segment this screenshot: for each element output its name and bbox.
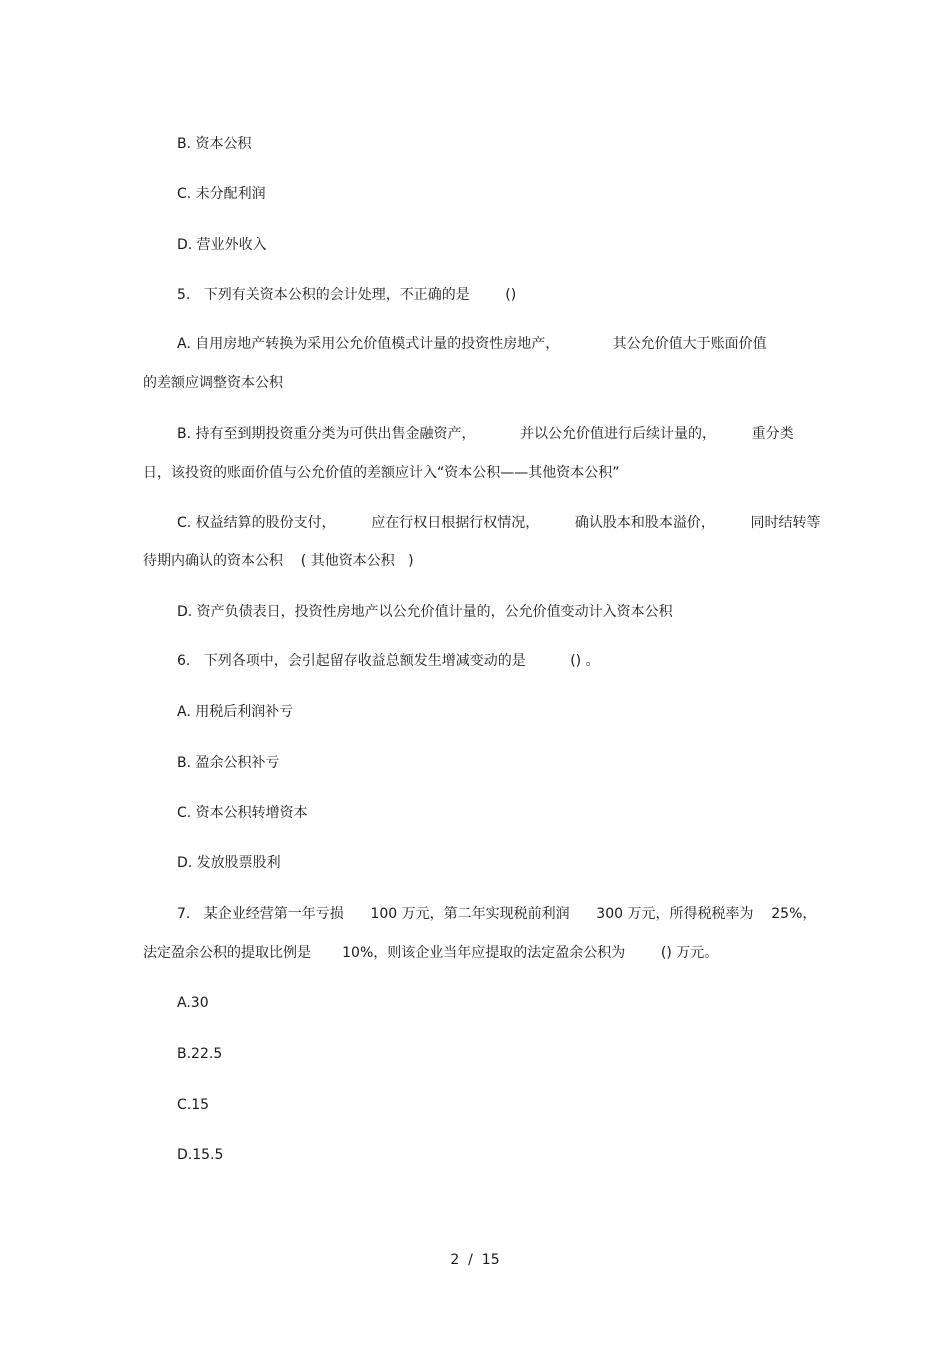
- question-6-option-c: C. 资本公积转增资本: [177, 805, 308, 821]
- question-5-option-c-cont: 待期内确认的资本公积 ( 其他资本公积 ): [143, 553, 414, 569]
- option-b-capital-reserve: B. 资本公积: [177, 136, 252, 152]
- question-5-option-d: D. 资产负债表日，投资性房地产以公允价值计量的，公允价值变动计入资本公积: [177, 604, 673, 620]
- option-d-non-operating-income: D. 营业外收入: [177, 237, 267, 253]
- question-6-option-d: D. 发放股票股利: [177, 855, 281, 871]
- question-7-option-b: B.22.5: [177, 1046, 223, 1062]
- question-6-option-a: A. 用税后利润补亏: [177, 704, 294, 720]
- question-7-option-d: D.15.5: [177, 1147, 224, 1163]
- question-5-option-b-cont: 日，该投资的账面价值与公允价值的差额应计入“资本公积——其他资本公积”: [143, 465, 620, 481]
- question-7: 7. 某企业经营第一年亏损 100 万元，第二年实现税前利润 300 万元，所得税税率为 25%，: [177, 906, 817, 922]
- question-7-option-a: A.30: [177, 995, 209, 1011]
- question-5-option-a-cont: 的差额应调整资本公积: [143, 375, 283, 391]
- question-7-cont: 法定盈余公积的提取比例是 10%，则该企业当年应提取的法定盈余公积为 () 万元。: [143, 945, 719, 961]
- question-6-option-b: B. 盈余公积补亏: [177, 755, 280, 771]
- question-5-option-b: B. 持有至到期投资重分类为可供出售金融资产， 并以公允价值进行后续计量的， 重分类: [177, 426, 794, 442]
- question-5-option-c: C. 权益结算的股份支付， 应在行权日根据行权情况， 确认股本和股本溢价， 同时结转等: [177, 515, 821, 531]
- question-7-option-c: C.15: [177, 1097, 210, 1113]
- question-5-option-a: A. 自用房地产转换为采用公允价值模式计量的投资性房地产， 其公允价值大于账面价值: [177, 336, 767, 352]
- question-6: 6. 下列各项中，会引起留存收益总额发生增减变动的是 () 。: [177, 653, 600, 669]
- question-5: 5. 下列有关资本公积的会计处理，不正确的是 (): [177, 287, 517, 303]
- page-number: 2 / 15: [450, 1252, 500, 1268]
- option-c-undistributed-profit: C. 未分配利润: [177, 186, 266, 202]
